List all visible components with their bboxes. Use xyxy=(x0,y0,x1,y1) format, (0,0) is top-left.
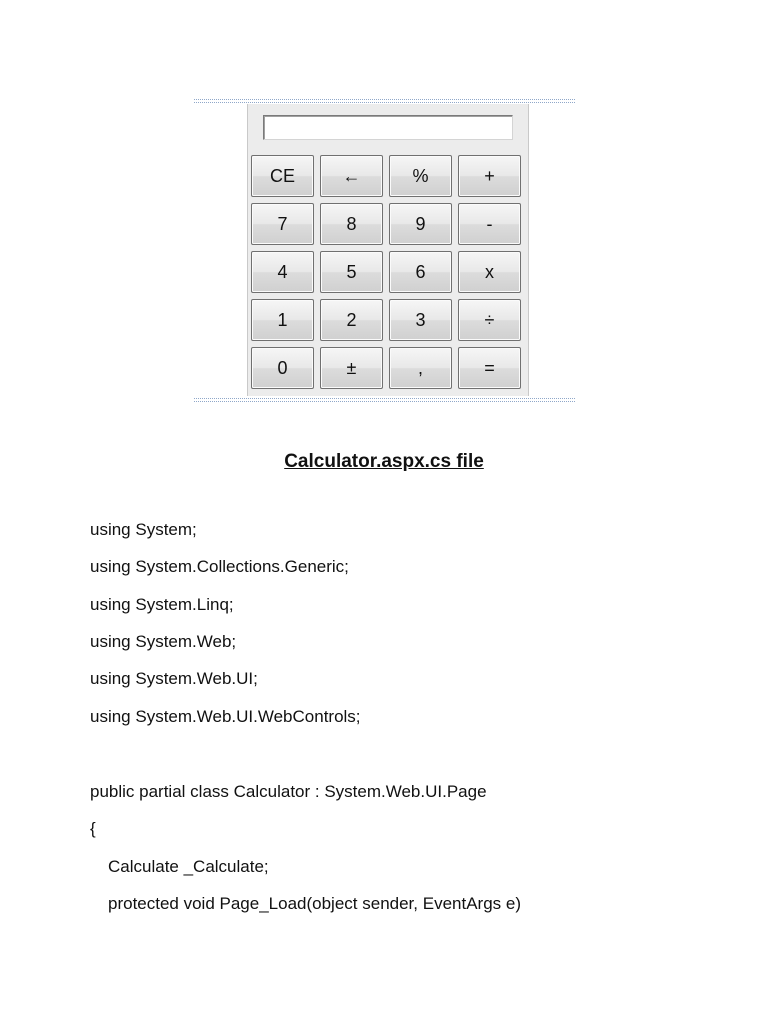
code-line: using System.Collections.Generic; xyxy=(90,557,349,576)
code-line: using System.Linq; xyxy=(90,595,234,614)
code-line: using System.Web; xyxy=(90,632,237,651)
bottom-border-line xyxy=(194,398,575,399)
plus-minus-button[interactable]: ± xyxy=(320,347,383,389)
ce-button[interactable]: CE xyxy=(251,155,314,197)
calculator-display-input[interactable] xyxy=(263,115,513,140)
document-title: Calculator.aspx.cs file xyxy=(284,451,484,472)
digit-3-button[interactable]: 3 xyxy=(389,299,452,341)
code-line: Calculate _Calculate; xyxy=(108,857,269,876)
code-line: { xyxy=(90,819,96,838)
digit-5-button[interactable]: 5 xyxy=(320,251,383,293)
top-border-line xyxy=(194,102,575,103)
code-line: using System.Web.UI.WebControls; xyxy=(90,707,361,726)
calculator-screenshot xyxy=(194,99,575,402)
digit-7-button[interactable]: 7 xyxy=(251,203,314,245)
calculator-panel xyxy=(247,104,529,396)
equals-button[interactable]: = xyxy=(458,347,521,389)
calculator-keypad xyxy=(251,155,525,389)
percent-button[interactable]: % xyxy=(389,155,452,197)
digit-9-button[interactable]: 9 xyxy=(389,203,452,245)
divide-button[interactable]: ÷ xyxy=(458,299,521,341)
digit-1-button[interactable]: 1 xyxy=(251,299,314,341)
digit-4-button[interactable]: 4 xyxy=(251,251,314,293)
code-line: protected void Page_Load(object sender, EventArgs e) xyxy=(108,894,521,913)
digit-2-button[interactable]: 2 xyxy=(320,299,383,341)
code-line: public partial class Calculator : System.Web.UI.Page xyxy=(90,782,487,801)
code-line: using System.Web.UI; xyxy=(90,669,258,688)
top-border-line xyxy=(194,99,575,100)
multiply-button[interactable]: x xyxy=(458,251,521,293)
code-line: using System; xyxy=(90,520,197,539)
plus-button[interactable]: + xyxy=(458,155,521,197)
minus-button[interactable]: - xyxy=(458,203,521,245)
decimal-button[interactable]: , xyxy=(389,347,452,389)
bottom-border-line xyxy=(194,401,575,402)
digit-6-button[interactable]: 6 xyxy=(389,251,452,293)
digit-0-button[interactable]: 0 xyxy=(251,347,314,389)
digit-8-button[interactable]: 8 xyxy=(320,203,383,245)
backspace-button[interactable]: ← xyxy=(320,155,383,197)
